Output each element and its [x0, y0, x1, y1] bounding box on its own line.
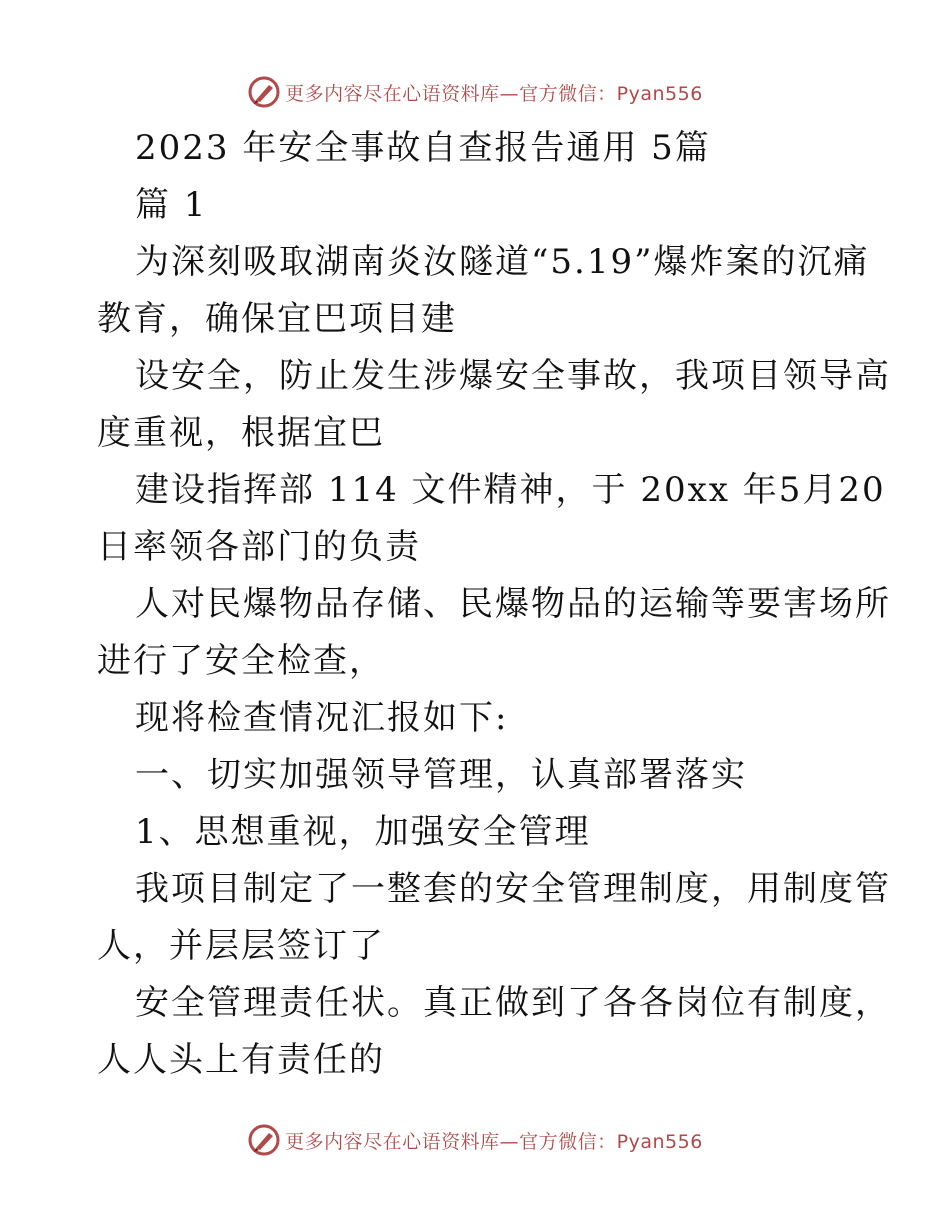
- paragraph-line: 建设指挥部 114 文件精神，于 20xx 年5月20: [135, 470, 886, 510]
- paragraph-line: 教育，确保宜巴项目建: [97, 299, 457, 339]
- paragraph-line: 设安全，防止发生涉爆安全事故，我项目领导高: [135, 356, 891, 396]
- watermark-footer: [0, 1118, 950, 1162]
- watermark-text: 更多内容尽在心语资料库—官方微信：Pyan556: [285, 1130, 703, 1153]
- pen-logo-icon: [247, 1123, 281, 1157]
- paragraph-line: 人，并层层签订了: [97, 926, 385, 966]
- paragraph-line: 度重视，根据宜巴: [97, 413, 385, 453]
- document-body: [97, 120, 891, 1089]
- paragraph-line: 人对民爆物品存储、民爆物品的运输等要害场所: [135, 584, 891, 624]
- paragraph-line: 为深刻吸取湖南炎汝隧道“5.19”爆炸案的沉痛: [135, 242, 870, 282]
- pen-logo-icon: [247, 75, 281, 109]
- subsection-heading: 1、思想重视，加强安全管理: [135, 812, 591, 852]
- watermark-text: 更多内容尽在心语资料库—官方微信：Pyan556: [285, 82, 703, 105]
- document-title: 2023 年安全事故自查报告通用 5篇: [135, 128, 711, 168]
- paragraph-line: 进行了安全检查，: [97, 641, 385, 681]
- paragraph-line: 日率领各部门的负责: [97, 527, 421, 567]
- paragraph-line: 我项目制定了一整套的安全管理制度，用制度管: [135, 869, 891, 909]
- paragraph-line: 人人头上有责任的: [97, 1040, 385, 1080]
- paragraph-line: 现将检查情况汇报如下:: [135, 698, 509, 738]
- watermark-header: [0, 70, 950, 114]
- section-heading: 一、切实加强领导管理，认真部署落实: [135, 755, 747, 795]
- paragraph-line: 篇 1: [135, 185, 208, 225]
- paragraph-line: 安全管理责任状。真正做到了各各岗位有制度，: [135, 983, 891, 1023]
